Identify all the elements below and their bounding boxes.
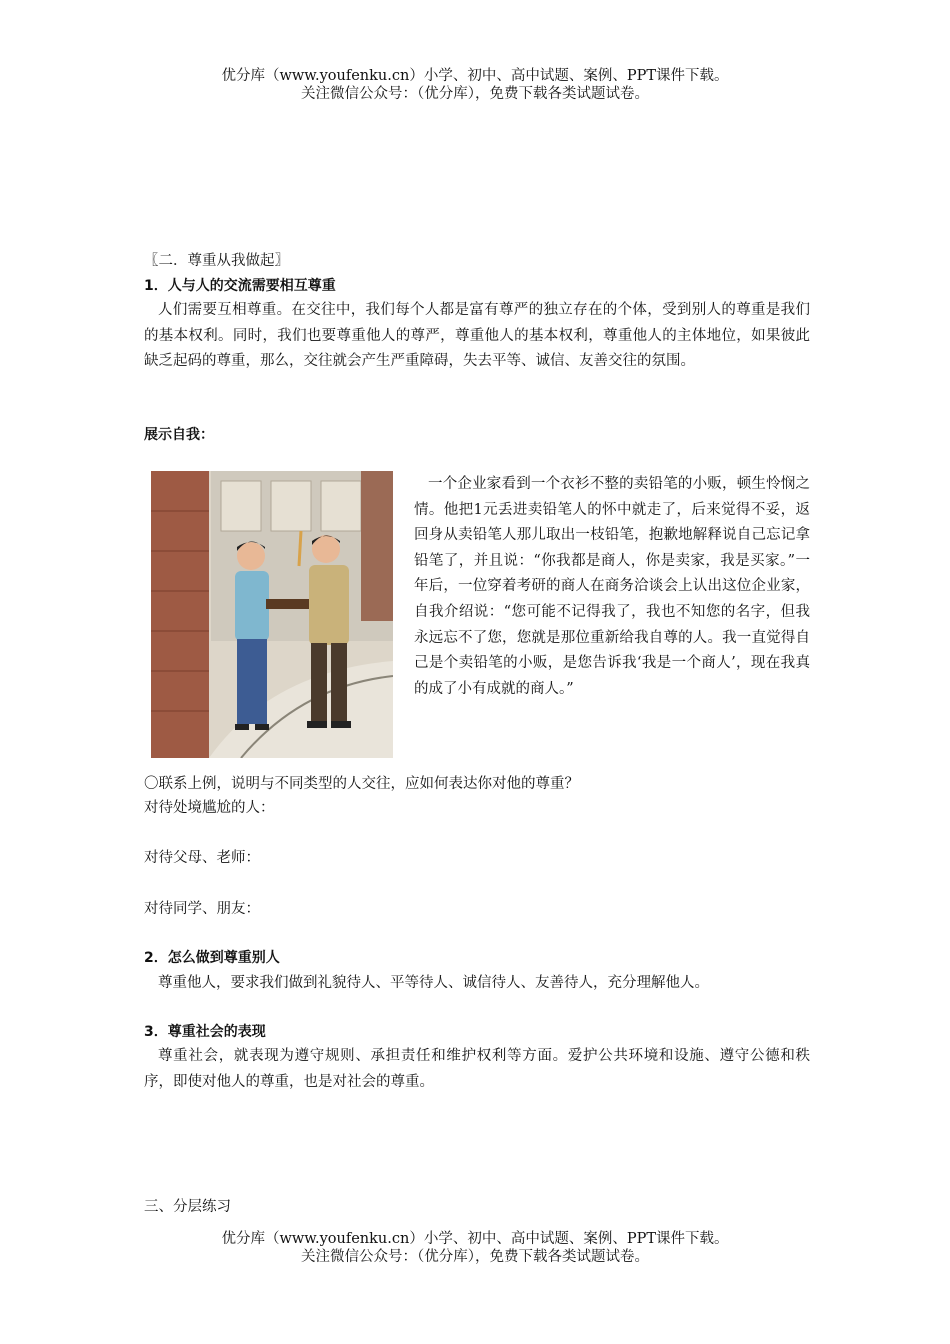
footer-line-2: 关注微信公众号：（优分库），免费下载各类试题试卷。 bbox=[301, 1249, 649, 1265]
heading-2: 2．怎么做到尊重别人 bbox=[144, 950, 280, 966]
section-3-title: 三、分层练习 bbox=[144, 1199, 231, 1215]
paragraph-2: 尊重他人，要求我们做到礼貌待人、平等待人、诚信待人、友善待人，充分理解他人。 bbox=[158, 975, 709, 991]
paragraph-1: 人们需要互相尊重。在交往中，我们每个人都是富有尊严的独立存在的个体，受到别人的尊重是我们的基本权利。同时，我们也要尊重他人的尊严，尊重他人的基本权利，尊重他人的主体地位，如果彼此缺乏起码的尊重，那么，交往就会产生严重障碍，失去平等、诚信、友善交往的氛围。 bbox=[144, 302, 810, 369]
section-title: 〖二．尊重从我做起〗 bbox=[144, 253, 289, 269]
heading-1: 1．人与人的交流需要相互尊重 bbox=[144, 278, 336, 294]
story-paragraph: 一个企业家看到一个衣衫不整的卖铅笔的小贩，顿生怜悯之情。他把1元丢进卖铅笔人的怀中就走了，后来觉得不妥，返回身从卖铅笔人那儿取出一枝铅笔，抱歉地解释说自己忘记拿铅笔了，并且说：“你我都是商人，你是卖家，我是买家。”一年后，一位穿着考研的商人在商务洽谈会上认出这位企业家，自我介绍说：“您可能不记得我了，我也不知您的名字，但我永远忘不了您，您就是那位重新给我自尊的人。我一直觉得自己是个卖铅笔的小贩，是您告诉我‘我是一个商人’，现在我真的成了小有成就的商人。” bbox=[414, 476, 810, 697]
page-header bbox=[0, 67, 950, 103]
heading-3: 3．尊重社会的表现 bbox=[144, 1024, 266, 1040]
footer-line-1: 优分库（www.youfenku.cn）小学、初中、高中试题、案例、PPT课件下载。 bbox=[221, 1231, 729, 1247]
show-self-label: 展示自我： bbox=[144, 427, 214, 443]
question-text: 〇联系上例，说明与不同类型的人交往，应如何表达你对他的尊重？ bbox=[144, 776, 579, 792]
prompt-classmates-friends: 对待同学、朋友： bbox=[144, 901, 260, 917]
header-line-1: 优分库（www.youfenku.cn）小学、初中、高中试题、案例、PPT课件下载。 bbox=[221, 68, 729, 84]
story-block bbox=[144, 470, 810, 762]
prompt-awkward: 对待处境尴尬的人： bbox=[144, 800, 275, 816]
illustration-pencil-seller bbox=[151, 471, 393, 758]
page-footer bbox=[0, 1230, 950, 1266]
prompt-parents-teachers: 对待父母、老师： bbox=[144, 850, 260, 866]
header-line-2: 关注微信公众号：（优分库），免费下载各类试题试卷。 bbox=[301, 86, 649, 102]
paragraph-3: 尊重社会，就表现为遵守规则、承担责任和维护权利等方面。爱护公共环境和设施、遵守公德和秩序，即使对他人的尊重，也是对社会的尊重。 bbox=[144, 1048, 810, 1090]
